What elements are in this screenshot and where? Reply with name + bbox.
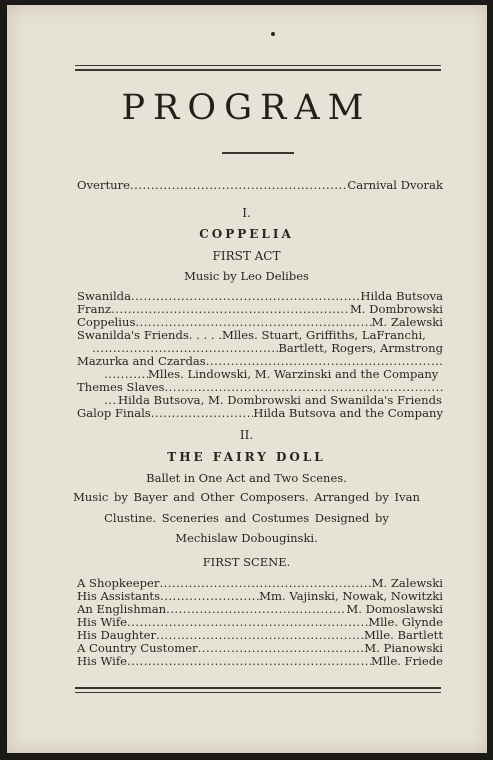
part-two-credits-1: Music by Bayer and Other Composers. Arranged by Ivan	[73, 490, 420, 504]
role-line: A Shopkeeper . . . M. Zalewski	[77, 577, 443, 590]
role-line: His Wife . . . Mlle. Friede	[77, 655, 443, 668]
role-line: His Wife . . . Mlle. Glynde	[77, 616, 443, 629]
mazurka-cast-line: . . . Mlles. Lindowski, M. Warzinski and the Company	[104, 368, 443, 381]
themes-line: Themes Slaves . . .	[77, 381, 443, 394]
ink-dot	[271, 32, 275, 36]
friends-line: Swanilda's Friends. . . . .Mlles. Stuart, Griffiths, LaFranchi,	[77, 328, 426, 342]
scene-heading: FIRST SCENE.	[202, 555, 291, 569]
role-line: His Daughter . . . Mlle. Bartlett	[77, 629, 443, 642]
overture-line: Overture . . . Carnival Dvorak	[77, 179, 443, 192]
part-one-act: FIRST ACT	[212, 249, 281, 263]
part-one-numeral: I.	[242, 206, 251, 220]
part-two-title: THE FAIRY DOLL	[167, 450, 326, 464]
role-line: Franz . . . M. Dombrowski	[77, 303, 443, 316]
top-double-rule	[75, 65, 441, 71]
friends-line-cont: . . . Bartlett, Rogers, Armstrong	[92, 342, 443, 355]
part-one-music: Music by Leo Delibes	[184, 269, 309, 283]
part-two-credits-3: Mechislaw Dobouginski.	[175, 531, 318, 545]
galop-line: Galop Finals . . . Hilda Butsova and the Company	[77, 407, 443, 420]
page-title: PROGRAM	[121, 88, 372, 128]
part-two-credits-2: Clustine. Sceneries and Costumes Designed by	[104, 511, 389, 525]
role-line: A Country Customer . . . M. Pianowski	[77, 642, 443, 655]
role-line: An Englishman . . . M. Domoslawski	[77, 603, 443, 616]
part-two-subtitle: Ballet in One Act and Two Scenes.	[146, 471, 347, 485]
part-two-numeral: II.	[239, 428, 254, 442]
part-one-title: COPPELIA	[199, 227, 294, 241]
themes-cast-line: . . . Hilda Butsova, M. Dombrowski and Swanilda's Friends	[104, 394, 443, 407]
role-line: Coppelius . . . M. Zalewski	[77, 316, 443, 329]
bottom-double-rule	[75, 687, 441, 693]
role-line: His Assistants . . . Mm. Vajinski, Nowak, Nowitzki	[77, 590, 443, 603]
role-line: Swanilda . . . Hilda Butsova	[77, 290, 443, 303]
title-underline	[222, 152, 294, 154]
mazurka-line: Mazurka and Czardas . . .	[77, 355, 443, 368]
